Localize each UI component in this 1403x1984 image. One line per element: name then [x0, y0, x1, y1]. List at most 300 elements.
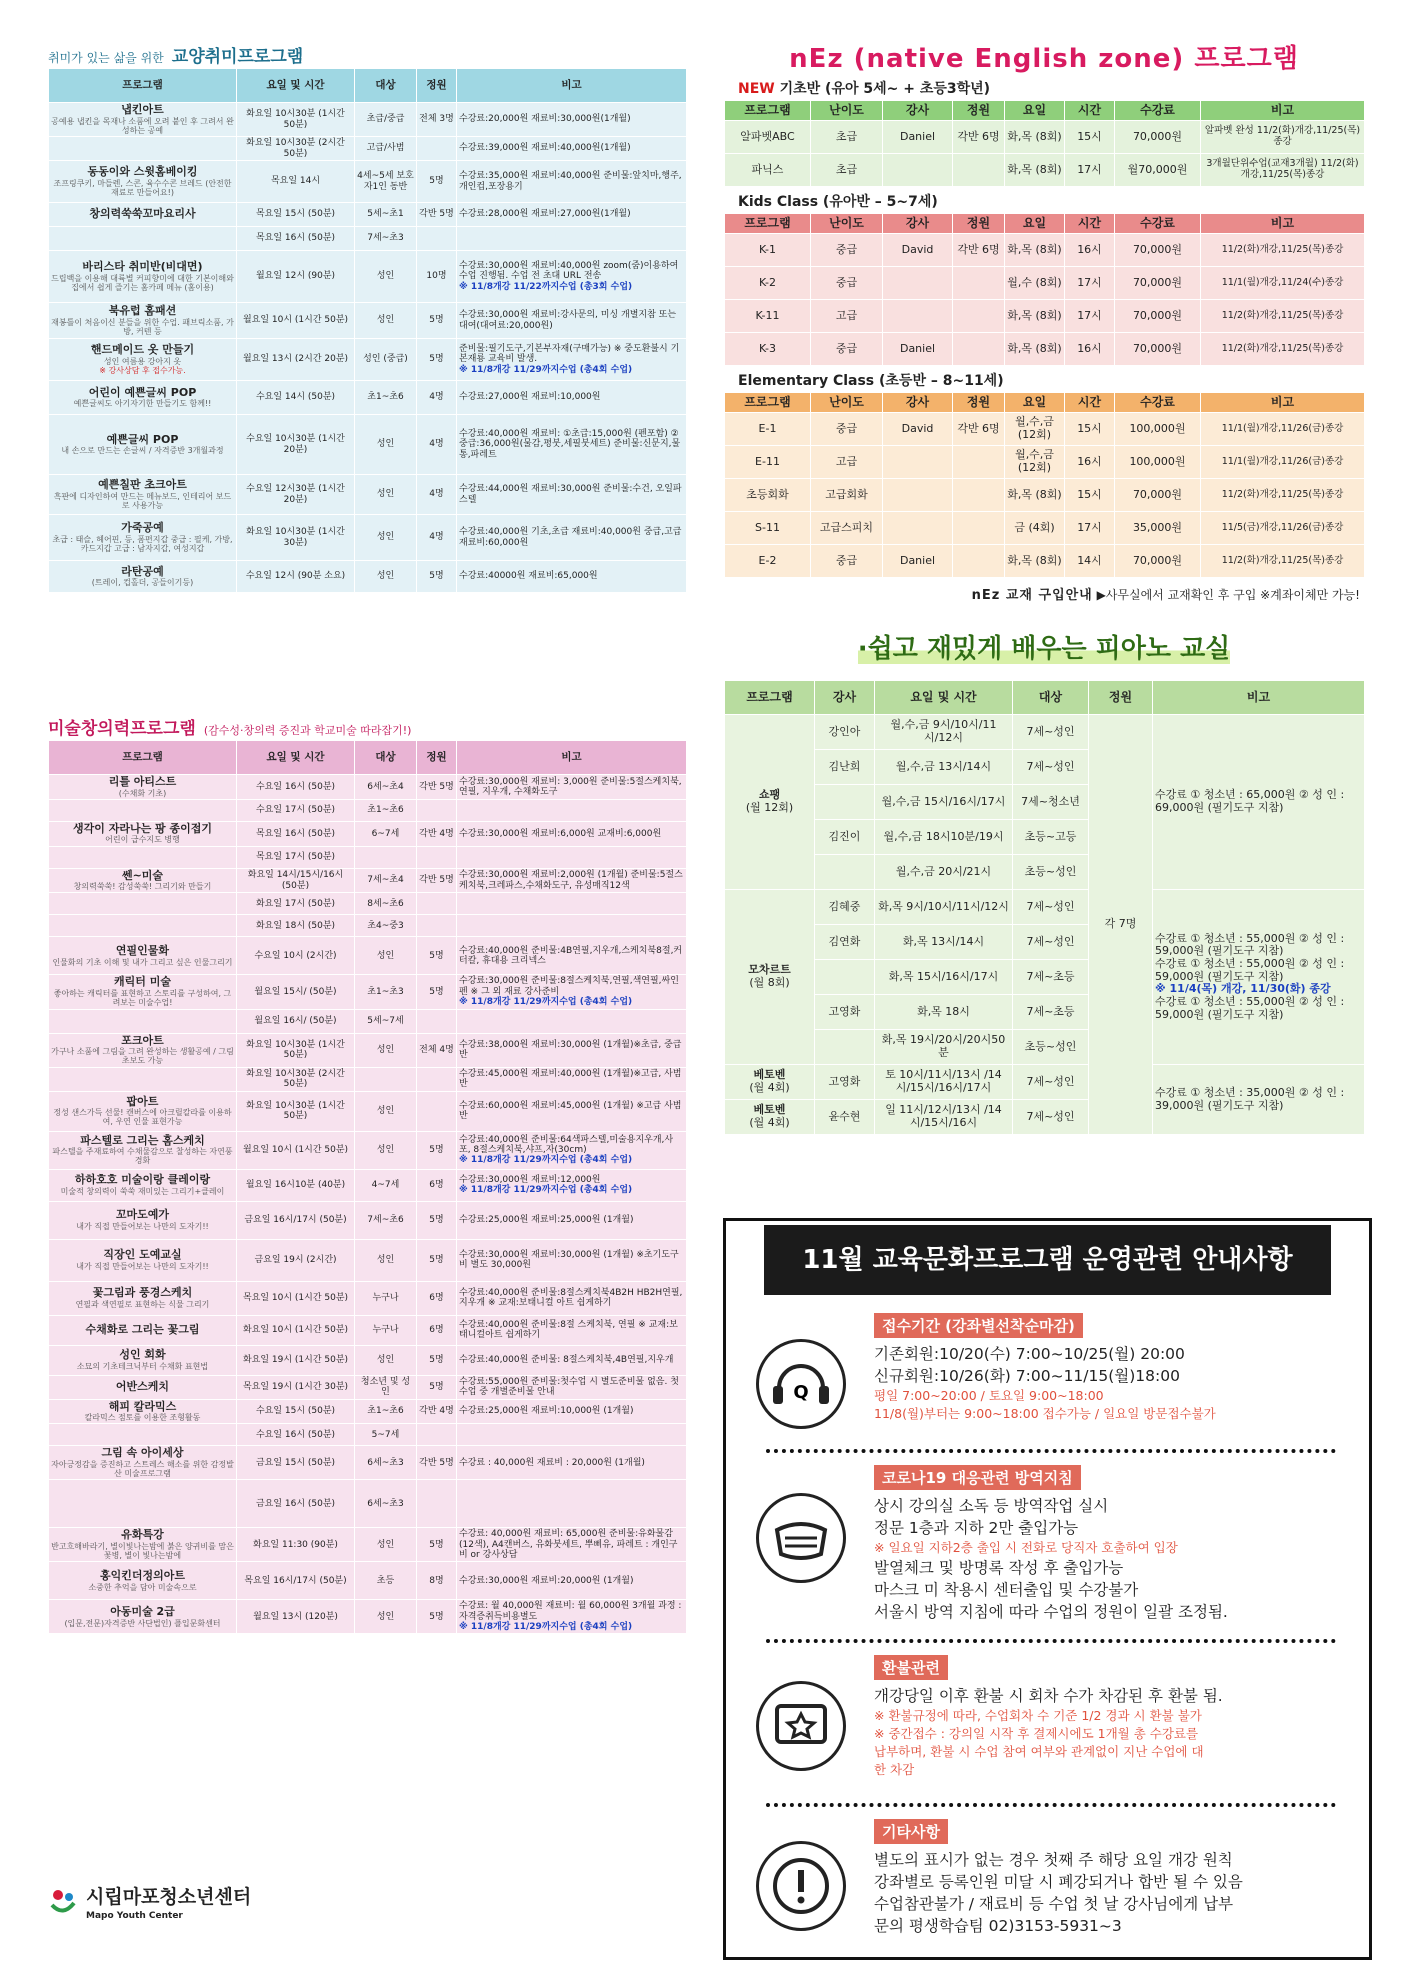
elem-cell-2: David [883, 413, 953, 446]
covid-line-1: 상시 강의실 소독 등 방역작업 실시 [874, 1497, 1109, 1515]
art-subtitle: (감수성·창의력 증진과 학교미술 따라잡기!) [203, 724, 412, 737]
target-cell: 8세~초6 [355, 893, 417, 915]
piano-course-count: (월 4회) [749, 1116, 790, 1129]
piano-time: 화,목 19시/20시/20시50분 [875, 1030, 1013, 1065]
program-name: 라탄공예 [121, 564, 164, 578]
capacity-cell [417, 1009, 457, 1033]
capacity-cell [417, 1480, 457, 1528]
program-desc: 자아긍정감을 증진하고 스트레스 해소를 위한 감정발산 미술프로그램 [51, 1460, 234, 1479]
program-name: 바리스타 취미반(비대면) [82, 260, 203, 273]
time-cell: 월요일 10시 (1시간 50분) [237, 303, 355, 339]
program-desc: 드립백을 이용해 대륙별 커피향미에 대한 기본이해와 집에서 쉽게 즐기는 홈카페 메뉴 (홈이용) [51, 273, 234, 292]
table-row [49, 1169, 687, 1201]
piano-target: 초등~성인 [1013, 855, 1089, 890]
program-name: 핸드메이드 옷 만들기 [90, 343, 195, 356]
program-name-cell [49, 161, 237, 203]
table-row [725, 234, 1365, 267]
kids-cell-3 [953, 267, 1005, 300]
hobby-title: 교양취미프로그램 [171, 47, 304, 67]
kids-cell-0: K-3 [725, 333, 811, 366]
kids-cell-3: 각반 6명 [953, 234, 1005, 267]
center-logo [48, 1882, 251, 1921]
time-cell: 수요일 17시 (50분) [237, 799, 355, 821]
piano-teacher: 고영화 [815, 1065, 875, 1100]
note-text: 준비물:필기도구,기본부자재(구매가능) ※ 중도환불시 기본재룡 교육비 발생. [459, 344, 680, 365]
target-cell: 성인 [355, 1345, 417, 1375]
program-name-cell [49, 1091, 237, 1131]
table-row [49, 1239, 687, 1281]
elem-cell-4: 월,수,금 (12회) [1005, 413, 1065, 446]
table-row [49, 1091, 687, 1131]
etc-line-2: 강좌별로 등록인원 미달 시 폐강되거나 합반 될 수 있음 [874, 1873, 1243, 1891]
note-text: 수강료:30,000원 재료비:40,000원 zoom(줌)이용하여 수업 진행됨. 수업 전 초대 URL 전송 [459, 261, 679, 282]
elem-cell-6: 70,000원 [1115, 479, 1201, 512]
capacity-cell: 5명 [417, 1375, 457, 1399]
nez-basic-table [724, 100, 1365, 187]
nez-title: nEz (native English zone) 프로그램 [789, 44, 1299, 74]
kids-cell-7: 11/2(화)개강,11/25(목)종강 [1201, 234, 1365, 267]
target-cell: 성인 [355, 515, 417, 561]
program-name-cell [49, 1345, 237, 1375]
time-cell: 목요일 16시/17시 (50분) [237, 1562, 355, 1600]
target-cell [355, 1067, 417, 1091]
target-cell: 4세~5세 보호자1인 동반 [355, 161, 417, 203]
piano-time: 화,목 13시/14시 [875, 925, 1013, 960]
note-cell [457, 1169, 687, 1201]
table-row [49, 161, 687, 203]
kids-cell-7: 11/2(화)개강,11/25(목)종강 [1201, 300, 1365, 333]
target-cell: 성인 [355, 475, 417, 515]
table-row [49, 1009, 687, 1033]
program-desc: 인물화의 기초 이해 및 내가 그리고 싶은 인물그리기 [52, 957, 233, 967]
col-3: 대상 [1013, 681, 1089, 715]
elem-caption: Elementary Class (초등반 – 8~11세) [738, 373, 1004, 389]
program-desc: 정성 샌스가득 선물! 캔버스에 아크릴칼라를 이용하여, 우연 인물 표현가능 [53, 1108, 232, 1127]
program-desc: (입문,전문)자격증반 사단법인) 플입문화센터 [64, 1618, 221, 1628]
capacity-cell: 5명 [417, 1345, 457, 1375]
program-name-cell [49, 227, 237, 251]
target-cell: 누구나 [355, 1281, 417, 1315]
piano-capacity: 각 7명 [1089, 715, 1153, 1135]
capacity-cell: 10명 [417, 251, 457, 303]
elem-cell-3 [953, 446, 1005, 479]
elem-cell-7: 11/1(월)개강,11/26(금)종강 [1201, 413, 1365, 446]
note-cell [457, 799, 687, 821]
program-name-cell [49, 475, 237, 515]
program-name: 팝아트 [126, 1094, 159, 1108]
piano-fee: 수강료 ① 청소년 : 55,000원 ② 성 인 : 59,000원 (필기도구 지참) [1155, 957, 1345, 983]
capacity-cell: 5명 [417, 561, 457, 593]
col-6: 수강료 [1115, 393, 1201, 413]
col-program: 프로그램 [49, 69, 237, 103]
program-name: 생각이 자라나는 팡 종이접기 [73, 821, 212, 835]
time-cell: 목요일 10시 (1시간 50분) [237, 1281, 355, 1315]
program-desc: 흑판에 디자인하여 만드는 메뉴보드, 인테리어 보드로 사용가능 [53, 491, 232, 510]
time-cell: 수요일 15시 (50분) [237, 1399, 355, 1424]
program-desc: 성인 여름용 강아지 옷 [103, 356, 182, 366]
notice-box [723, 1218, 1372, 1960]
target-cell: 초1~초6 [355, 381, 417, 415]
piano-time: 토 10시/11시/13시 /14시/15시/16시/17시 [875, 1065, 1013, 1100]
kids-cell-5: 16시 [1065, 234, 1115, 267]
note-text: 수강료:40,000원 준비물:64색파스텔,미술용지우개,사포, 8절스케치북,샤프,자(30cm) [459, 1134, 674, 1155]
kids-cell-6: 70,000원 [1115, 333, 1201, 366]
piano-teacher: 강인아 [815, 715, 875, 750]
program-name-cell [49, 137, 237, 161]
target-cell: 성인 [355, 1600, 417, 1634]
note-cell [457, 561, 687, 593]
elem-cell-1: 고급스피치 [811, 512, 883, 545]
piano-fee: 수강료 ① 청소년 : 55,000원 ② 성 인 : 59,000원 (필기도구 지참) [1155, 931, 1345, 958]
program-name-cell [49, 1067, 237, 1091]
elem-cell-1: 고급 [811, 446, 883, 479]
notice-label-etc: 기타사항 [874, 1819, 948, 1844]
kids-cell-1: 고급 [811, 300, 883, 333]
elem-cell-3 [953, 479, 1005, 512]
note-text: 수강료:25,000원 재료비:10,000원 (1개월) [459, 1406, 634, 1417]
capacity-cell: 4명 [417, 515, 457, 561]
piano-target: 7세~성인 [1013, 890, 1089, 925]
basic-cell-3: 각반 6명 [953, 121, 1005, 154]
piano-teacher [815, 1030, 875, 1065]
note-schedule: ※ 11/8개강 11/29까지수업 (총4회 수업) [459, 1185, 633, 1196]
col-3: 정원 [953, 214, 1005, 234]
basic-cell-6: 월70,000원 [1115, 154, 1201, 187]
target-cell: 6세~초3 [355, 1446, 417, 1480]
program-desc: 예쁜글씨도 아기자기한 만들기도 함께!! [73, 399, 212, 409]
program-desc: 파스텔을 주재료하여 수채물감으로 찰성하는 자연풍경화 [52, 1147, 233, 1166]
note-text: 수강료:30,000원 재료비:6,000원 교재비:6,000원 [459, 828, 662, 839]
col-0: 프로그램 [725, 101, 811, 121]
program-name: 유화특강 [121, 1528, 164, 1542]
capacity-cell [417, 1424, 457, 1446]
col-5: 시간 [1065, 214, 1115, 234]
header-row [725, 214, 1365, 234]
time-cell: 월요일 16시/ (50분) [237, 1009, 355, 1033]
note-text: 수강료:25,000원 재료비:25,000원 (1개월) [459, 1214, 634, 1225]
program-name-cell [49, 203, 237, 227]
col-7: 비고 [1201, 101, 1365, 121]
table-row [49, 251, 687, 303]
program-name-cell [49, 1528, 237, 1562]
piano-teacher [815, 960, 875, 995]
capacity-cell: 4명 [417, 381, 457, 415]
note-cell [457, 1009, 687, 1033]
refund-line-1: 개강당일 이후 환불 시 회차 수가 차감된 후 환불 됨. [874, 1687, 1223, 1705]
program-name: 수채화로 그리는 꽃그림 [85, 1322, 200, 1336]
program-name: 캐릭터 미술 [114, 975, 171, 989]
target-cell: 성인 [355, 251, 417, 303]
elem-cell-6: 35,000원 [1115, 512, 1201, 545]
piano-time: 화,목 9시/10시/11시/12시 [875, 890, 1013, 925]
capacity-cell: 각반 5명 [417, 868, 457, 893]
program-name-cell [49, 1281, 237, 1315]
time-cell: 월요일 16시10분 (40분) [237, 1169, 355, 1201]
note-cell [457, 415, 687, 475]
program-name-cell [49, 1009, 237, 1033]
elem-cell-5: 16시 [1065, 446, 1115, 479]
piano-fee: 수강료 ① 청소년 : 35,000원 ② 성 인 : 39,000원 (필기도구 지참) [1155, 1085, 1345, 1112]
table-row [725, 333, 1365, 366]
program-name: 어린이 예쁜글씨 POP [88, 385, 197, 399]
note-cell [457, 1067, 687, 1091]
program-name: 냅킨아트 [121, 103, 164, 116]
piano-teacher: 김혜중 [815, 890, 875, 925]
nez-kids-table [724, 213, 1365, 366]
capacity-cell: 8명 [417, 1562, 457, 1600]
piano-course [725, 890, 815, 1065]
piano-course [725, 1100, 815, 1135]
book-guide [724, 584, 1364, 603]
book-title: nEz 교재 구입안내 [971, 588, 1093, 603]
exclamation-icon [756, 1841, 846, 1931]
col-1: 강사 [815, 681, 875, 715]
note-text: 수강료:27,000원 재료비:10,000원 [459, 392, 601, 403]
note-cell [457, 915, 687, 937]
capacity-cell: 5명 [417, 339, 457, 381]
table-row [49, 1562, 687, 1600]
piano-target: 7세~초등 [1013, 995, 1089, 1030]
basic-cell-0: 알파벳ABC [725, 121, 811, 154]
table-row [49, 1375, 687, 1399]
kids-cell-6: 70,000원 [1115, 300, 1201, 333]
target-cell [355, 846, 417, 868]
basic-caption: 기초반 (유아 5세~ + 초등3학년) [779, 81, 991, 97]
elem-cell-0: E-2 [725, 545, 811, 578]
notice-label-covid: 코로나19 대응관련 방역지침 [874, 1465, 1081, 1490]
time-cell: 수요일 10시30분 (1시간 20분) [237, 415, 355, 475]
table-row [725, 446, 1365, 479]
reception-new: 신규회원:10/26(화) 7:00~11/15(월)18:00 [874, 1367, 1180, 1385]
time-cell: 화요일 10시30분 (1시간 50분) [237, 1033, 355, 1067]
capacity-cell: 각반 5명 [417, 1446, 457, 1480]
program-name-cell [49, 251, 237, 303]
table-row [49, 515, 687, 561]
note-schedule: ※ 11/8개강 11/29까지수업 (총4회 수업) [459, 997, 633, 1008]
capacity-cell: 5명 [417, 1600, 457, 1634]
col-target: 대상 [355, 69, 417, 103]
table-row [49, 103, 687, 137]
time-cell: 화요일 10시30분 (2시간 50분) [237, 1067, 355, 1091]
elem-cell-0: E-11 [725, 446, 811, 479]
program-name: 아동미술 2급 [110, 1605, 175, 1618]
col-2: 강사 [883, 393, 953, 413]
target-cell: 5세~초1 [355, 203, 417, 227]
piano-table [724, 680, 1365, 1135]
refund-red-1: ※ 환불규정에 따라, 수업회차 수 기준 1/2 경과 시 환불 불가 [874, 1708, 1202, 1723]
time-cell: 목요일 16시 (50분) [237, 227, 355, 251]
program-name: 쎈~미술 [121, 868, 164, 882]
reception-hours-note: 11/8(월)부터는 9:00~18:00 접수가능 / 일요일 방문접수불가 [874, 1406, 1216, 1421]
target-cell: 4~7세 [355, 1169, 417, 1201]
table-row [49, 868, 687, 893]
kids-cell-7: 11/1(월)개강,11/24(수)종강 [1201, 267, 1365, 300]
program-name-cell [49, 1562, 237, 1600]
table-row [49, 1399, 687, 1424]
program-name-cell [49, 937, 237, 975]
note-text: 수강료:40000원 재료비:65,000원 [459, 571, 598, 582]
elem-cell-2 [883, 479, 953, 512]
time-cell: 수요일 12시 (90분 소요) [237, 561, 355, 593]
piano-teacher: 김난희 [815, 750, 875, 785]
elem-cell-2 [883, 512, 953, 545]
header-row [725, 681, 1365, 715]
elem-cell-1: 중급 [811, 545, 883, 578]
note-cell [457, 251, 687, 303]
col-3: 정원 [953, 101, 1005, 121]
time-cell: 화요일 14시/15시/16시 (50분) [237, 868, 355, 893]
target-cell: 6~7세 [355, 821, 417, 846]
table-row [49, 1315, 687, 1345]
note-cell [457, 937, 687, 975]
note-cell [457, 339, 687, 381]
note-cell [457, 1315, 687, 1345]
mask-icon [756, 1493, 846, 1583]
program-desc: 연필과 색연필로 표현하는 식물 그리기 [75, 1299, 210, 1309]
program-name-cell [49, 1480, 237, 1528]
note-text: 수강료:38,000원 재료비:30,000원 (1개월)※초급, 중급반 [459, 1039, 682, 1061]
col-time: 요일 및 시간 [237, 69, 355, 103]
basic-cell-0: 파닉스 [725, 154, 811, 187]
program-name: 동동이와 스윗홈베이킹 [87, 165, 198, 178]
col-4: 요일 [1005, 393, 1065, 413]
note-text: 수강료:30,000원 재료비:30,000원 (1개월) ※초기도구비 별도 30,000원 [459, 1249, 679, 1271]
nez-section [724, 38, 1364, 603]
note-text: 수강료: 월 40,000원 재료비: 월 60,000원 3개월 과정 : 자격증취득비용별도 [459, 1601, 682, 1622]
note-cell [457, 846, 687, 868]
time-cell: 목요일 17시 (50분) [237, 846, 355, 868]
program-name-cell [49, 1169, 237, 1201]
kids-cell-2: David [883, 234, 953, 267]
table-row [49, 1033, 687, 1067]
target-cell: 성인 [355, 1131, 417, 1169]
program-name-cell [49, 303, 237, 339]
piano-time: 월,수,금 15시/16시/17시 [875, 785, 1013, 820]
capacity-cell: 5명 [417, 1528, 457, 1562]
elem-cell-6: 70,000원 [1115, 545, 1201, 578]
covid-line-4: 마스크 미 착용시 센터출입 및 수강불가 [874, 1581, 1139, 1599]
note-cell [457, 1600, 687, 1634]
col-5: 시간 [1065, 101, 1115, 121]
time-cell: 월요일 10시 (1시간 50분) [237, 1131, 355, 1169]
art-table [48, 740, 687, 1634]
col-time: 요일 및 시간 [237, 741, 355, 775]
table-row [49, 137, 687, 161]
logo-english: Mapo Youth Center [86, 1911, 183, 1921]
time-cell: 목요일 19시 (1시간 30분) [237, 1375, 355, 1399]
program-desc: 공예용 냅킨을 목재나 소품에 오려 붙인 후 그려서 완성하는 공예 [51, 116, 234, 135]
target-cell: 초4~중3 [355, 915, 417, 937]
capacity-cell: 5명 [417, 1239, 457, 1281]
refund-red-4: 한 차감 [874, 1762, 915, 1777]
target-cell: 5~7세 [355, 1424, 417, 1446]
elem-cell-1: 중급 [811, 413, 883, 446]
capacity-cell: 4명 [417, 475, 457, 515]
table-row [49, 303, 687, 339]
target-cell: 7세~초4 [355, 868, 417, 893]
basic-cell-5: 15시 [1065, 121, 1115, 154]
table-row [725, 479, 1365, 512]
kids-cell-5: 17시 [1065, 300, 1115, 333]
table-row [49, 475, 687, 515]
note-cell [457, 1399, 687, 1424]
target-cell: 7세~초6 [355, 1201, 417, 1239]
program-name: 성인 회화 [119, 1348, 166, 1362]
note-cell [457, 893, 687, 915]
piano-time: 월,수,금 13시/14시 [875, 750, 1013, 785]
table-row [725, 154, 1365, 187]
table-row [725, 300, 1365, 333]
note-cell [457, 775, 687, 800]
elem-cell-3 [953, 545, 1005, 578]
elem-cell-4: 월,수,금 (12회) [1005, 446, 1065, 479]
note-text: 수강료:35,000원 재료비:40,000원 준비물:앞치마,행주,개인컵,포장용기 [459, 171, 682, 192]
piano-teacher [815, 855, 875, 890]
note-schedule: ※ 11/8개강 11/29까지수업 (총4회 수업) [459, 1622, 633, 1633]
program-name: 리틀 아티스트 [108, 775, 177, 788]
time-cell: 화요일 18시 (50분) [237, 915, 355, 937]
piano-target: 7세~성인 [1013, 1065, 1089, 1100]
note-text: 수강료:40,000원 준비물:4B연필,지우개,스케치북8절,커터칼, 휴대용 크리넥스 [459, 945, 683, 966]
elem-cell-6: 100,000원 [1115, 446, 1201, 479]
basic-cell-4: 화,목 (8회) [1005, 154, 1065, 187]
elem-cell-4: 화,목 (8회) [1005, 479, 1065, 512]
piano-teacher: 윤수현 [815, 1100, 875, 1135]
basic-cell-3 [953, 154, 1005, 187]
piano-time: 월,수,금 20시/21시 [875, 855, 1013, 890]
elem-cell-4: 금 (4회) [1005, 512, 1065, 545]
time-cell: 월요일 13시 (120분) [237, 1600, 355, 1634]
target-cell: 성인 [355, 937, 417, 975]
note-cell [457, 1281, 687, 1315]
program-desc: 소중한 추억을 담아 미술속으로 [88, 1582, 197, 1592]
col-6: 수강료 [1115, 101, 1201, 121]
target-cell: 7세~초3 [355, 227, 417, 251]
table-row [49, 799, 687, 821]
table-row [49, 893, 687, 915]
divider [766, 1639, 1336, 1643]
program-name: 홍익킨더정의아트 [99, 1568, 185, 1582]
note-text: 수강료:30,000원 재료비:2,000원 (1개월) 준비물:5절스케치북,크레파스,수채화도구, 유성매직12색 [459, 870, 683, 891]
etc-line-4: 문의 평생학습팀 02)3153-5931~3 [874, 1917, 1122, 1935]
col-note: 비고 [457, 69, 687, 103]
capacity-cell: 각반 5명 [417, 203, 457, 227]
table-row [49, 1528, 687, 1562]
program-desc: 소묘의 기초테크닉부터 수채화 표현법 [76, 1361, 209, 1371]
note-cell [457, 1131, 687, 1169]
table-row [49, 1446, 687, 1480]
table-row [49, 1600, 687, 1634]
table-row [49, 561, 687, 593]
elem-cell-0: 초등회화 [725, 479, 811, 512]
col-6: 수강료 [1115, 214, 1201, 234]
basic-cell-5: 17시 [1065, 154, 1115, 187]
piano-teacher: 김연화 [815, 925, 875, 960]
program-desc: 창의력쑥쑥! 감성쑥쑥! 그리기와 만들기 [73, 882, 212, 892]
program-name: 북유럽 홈패션 [108, 304, 177, 317]
piano-time: 월,수,금 9시/10시/11시/12시 [875, 715, 1013, 750]
kids-cell-0: K-11 [725, 300, 811, 333]
time-cell: 수요일 12시30분 (1시간 20분) [237, 475, 355, 515]
table-row [725, 715, 1365, 750]
time-cell: 화요일 10시 (1시간 50분) [237, 1315, 355, 1345]
program-desc: 내가 직접 만들어보는 나만의 도자기!! [76, 1221, 209, 1231]
elem-cell-5: 14시 [1065, 545, 1115, 578]
note-cell [457, 227, 687, 251]
hobby-section [48, 42, 686, 593]
note-cell [457, 1528, 687, 1562]
col-4: 요일 [1005, 214, 1065, 234]
